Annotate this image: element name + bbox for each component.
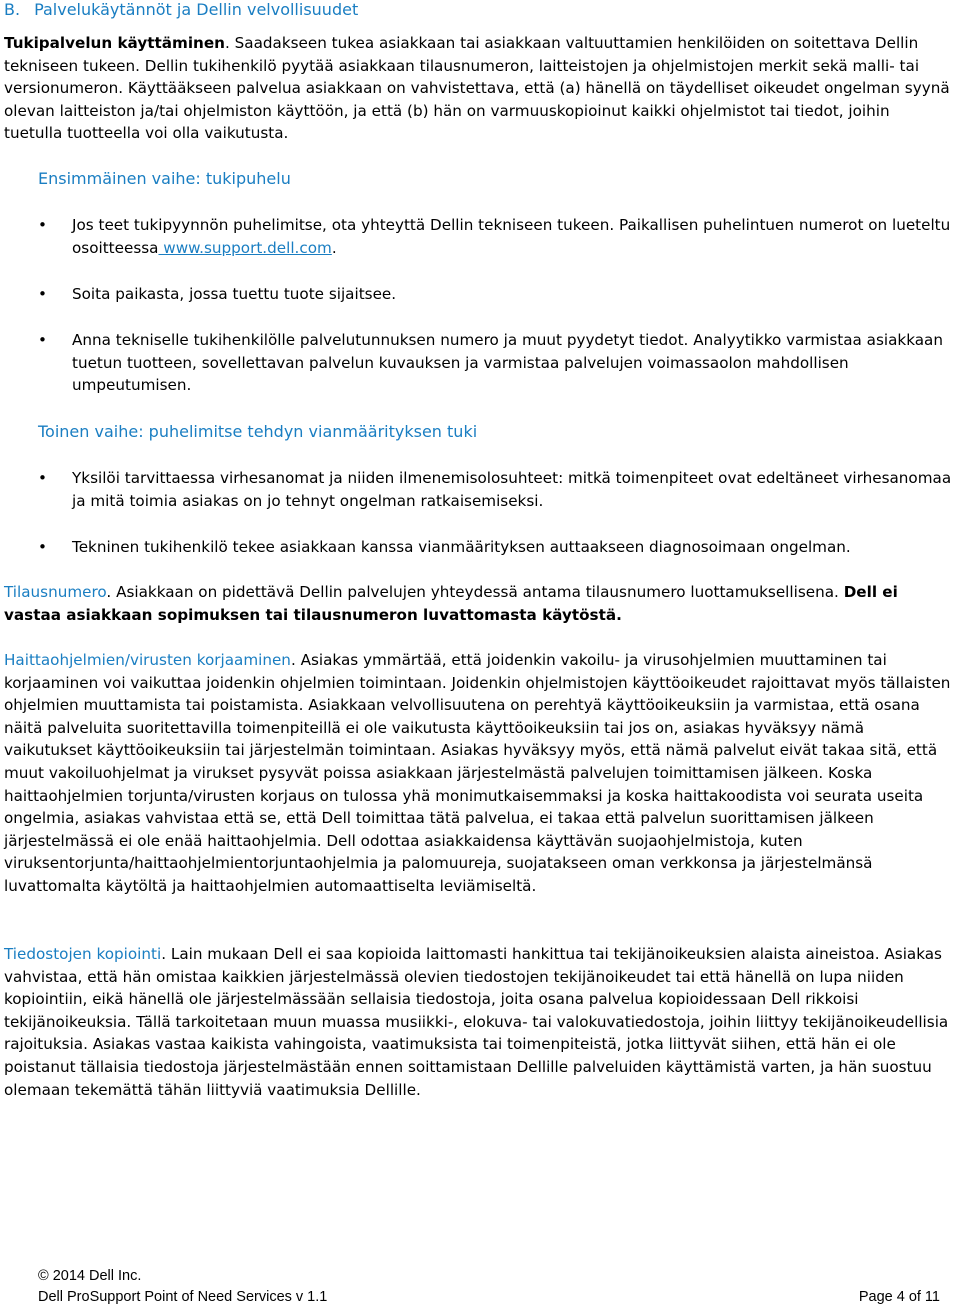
support-use-paragraph <box>4 32 952 145</box>
section-heading <box>4 0 358 20</box>
step1-bullet-2-text: Soita paikasta, jossa tuettu tuote sijaitsee. <box>72 285 397 303</box>
step1-bullet-2 <box>38 283 956 306</box>
step1-heading: Ensimmäinen vaihe: tukipuhelu <box>38 169 291 188</box>
order-number-text: . Asiakkaan on pidettävä Dellin palvelujen yhteydessä antama tilausnumero luottamuksellisena. <box>106 583 844 601</box>
step1-bullet-1 <box>38 214 960 259</box>
step2-bullet-2-text: Tekninen tukihenkilö tekee asiakkaan kanssa vianmäärityksen auttaakseen diagnosoimaan ongelman. <box>72 538 851 556</box>
step1-bullet-1-after: . <box>331 238 337 257</box>
footer-doc-title: Dell ProSupport Point of Need Services v 1.1 <box>38 1289 328 1305</box>
malware-text: . Asiakas ymmärtää, että joidenkin vakoilu- ja virusohjelmien muuttaminen tai korjaaminen voi vaikuttaa joidenkin ohjelmien toimintaan. Joidenkin ohjelmistojen käyttöoikeudet rajoittavat myös tällaisten ohjelmien muuttamista tai poistamista. Asiakkaan velvollisuutena on perehtyä käyttöoikeuksiin ja varmistaa, että osana näitä palveluita suoritettavilla toimenpiteillä ei ole vaikutusta käyttöoikeuksiin tai jos on, asiakas hyväksyy nämä vaikutukset käyttöoikeuksiin tai järjestelmän toimintaan. Asiakas hyväksyy myös, että nämä palvelut eivät takaa sitä, että muut vakoiluohjelmat ja virukset pysyvät poissa asiakkaan järjestelmästä palvelujen toimittamisen jälkeen. Koska haittaohjelmien torjunta/virusten korjaus on tulossa yhä monimutkaisemmaksi ja koska haittakoodista voi seurata useita ongelmia, asiakas vahvistaa että se, että Dell toimittaa tätä palvelua, ei takaa että palvelun suorittamisen jälkeen järjestelmässä ei ole enää haittaohjelmia. Dell odottaa asiakkaidensa käyttävän suojaohjelmistoja, kuten viruksentorjunta/haittaohjelmientorjuntaohjelmia ja palomuureja, suojatakseen oman verkkonsa ja järjestelmänsä luvattomalta käytöltä ja haittaohjelmien automaattiselta leviämiseltä. <box>4 651 951 895</box>
section-title: Palvelukäytännöt ja Dellin velvollisuudet <box>34 0 359 19</box>
file-copy-text: . Lain mukaan Dell ei saa kopioida laittomasti hankittua tai tekijänoikeuksien alaista aineistoa. Asiakas vahvistaa, että hän omistaa kaikkien järjestelmässä olevien tiedostojen tekijänoikeudet tai että hänellä on lupa niiden kopiointiin, eikä hänellä ole järjestelmässään sellaisia tiedostoja, joita osana palvelua kopioidessaan Dell rikkoisi tekijänoikeuksia. Tällä tarkoitetaan muun muassa musiikki-, elokuva- tai valokuvatiedostoja, joihin liittyy tekijänoikeudellisia rajoituksia. Asiakas vastaa kaikista vahingoista, vaatimuksista tai toimenpiteistä, jotka liittyvät siihen, että hän ei ole poistanut tällaisia tiedostoja järjestelmästään ennen soittamistaan Dellille palveluiden käyttämistä varten, ja hän suostuu olemaan tekemättä tähän liittyviä vaatimuksia Dellille. <box>4 945 949 1099</box>
support-link[interactable]: www.support.dell.com <box>158 238 332 257</box>
order-number-lead: Tilausnumero <box>4 583 107 601</box>
footer-page-number: Page 4 of 11 <box>858 1289 940 1305</box>
bullet-dot: • <box>38 538 47 556</box>
step2-bullet-1 <box>38 467 956 512</box>
file-copy-paragraph <box>4 943 952 1101</box>
malware-lead: Haittaohjelmien/virusten korjaaminen <box>4 651 291 669</box>
bullet-dot: • <box>38 285 47 303</box>
footer-title-line <box>38 1287 940 1307</box>
step1-bullet-3 <box>38 329 956 397</box>
support-use-lead: Tukipalvelun käyttäminen <box>4 34 225 52</box>
step1-bullet-3-text: Anna tekniselle tukihenkilölle palvelutunnuksen numero ja muut pyydetyt tiedot. Analyytikko varmistaa asiakkaan tuetun tuotteen, sovellettavan palvelun kuvauksen ja varmistaa palvelujen voimassaolon mahdollisen umpeutumisen. <box>72 331 943 395</box>
bullet-dot: • <box>38 216 47 234</box>
step1-bullet-1-text: Jos teet tukipyynnön puhelimitse, ota yhteyttä Dellin tekniseen tukeen. Paikallisen puhelintuen numerot on lueteltu osoitteessa <box>72 216 951 257</box>
support-use-text-b: Käyttääkseen palvelua asiakkaan on vahvistettava, että (a) hänellä on täydelliset oikeudet ongelman syynä olevan laitteiston ja/tai ohjelmiston käyttöön, ja että (b) hän on varmuuskopioinut kaikki ohjelmistot tai tiedot, joihin tuetulla tuotteella voi olla vaikutusta. <box>4 79 950 143</box>
order-number-bold: Dell ei vastaa asiakkaan sopimuksen tai tilausnumeron luvattomasta käytöstä. <box>4 583 898 624</box>
support-use-text-a: . Saadakseen tukea asiakkaan tai asiakkaan valtuuttamien henkilöiden on soitettava Dellin tekniseen tukeen. Dellin tukihenkilö pyytää asiakkaan tilausnumeron, laitteistojen ja ohjelmistojen merkit sekä malli- tai versionumeron. <box>4 34 920 98</box>
step2-bullet-1-text: Yksilöi tarvittaessa virhesanomat ja niiden ilmenemisolosuhteet: mitkä toimenpiteet ovat edeltäneet virhesanomaa ja mitä toimia asiakas on jo tehnyt ongelman ratkaisemiseksi. <box>72 469 952 510</box>
footer-copyright-line <box>38 1266 940 1286</box>
malware-paragraph <box>4 649 952 898</box>
section-letter: B. <box>4 0 21 19</box>
step2-heading: Toinen vaihe: puhelimitse tehdyn vianmäärityksen tuki <box>38 422 478 441</box>
order-number-paragraph <box>4 581 952 626</box>
file-copy-lead: Tiedostojen kopiointi <box>4 945 162 963</box>
footer-copyright: © 2014 Dell Inc. <box>38 1268 142 1284</box>
bullet-dot: • <box>38 331 47 349</box>
bullet-dot: • <box>38 469 47 487</box>
step2-bullet-2 <box>38 536 956 559</box>
